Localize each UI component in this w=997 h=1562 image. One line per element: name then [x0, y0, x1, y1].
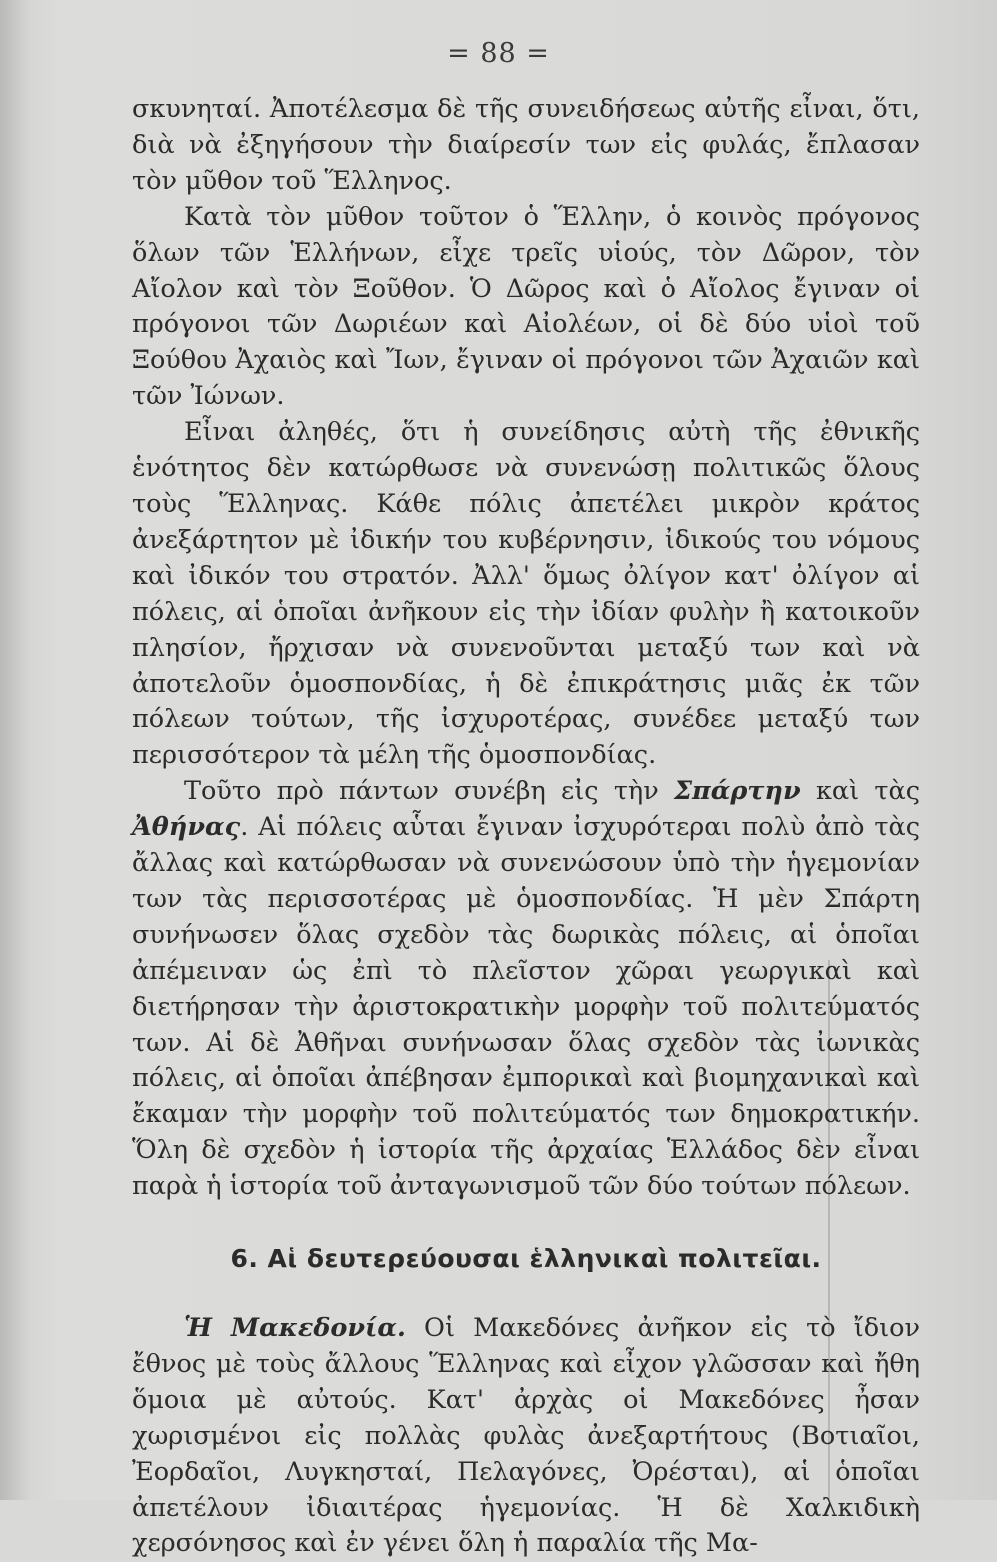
section-text: Οἱ Μακεδόνες ἀνῆκον εἰς τὸ ἴδιον ἔθνος μὲ τοὺς ἄλλους Ἕλληνας καὶ εἶχον γλῶσσαν καὶ ἤθη ὅμοια μὲ αὐτούς. Κατ' ἀρχὰς οἱ Μακεδόνες ἦσαν χωρισμένοι εἰς πολλὰς φυλὰς ἀνεξαρτήτους (Βοτιαῖοι, Ἐορδαῖοι, Λυγκησταί, Πελαγόνες, Ὀρέσται), αἱ ὁποῖαι ἀπετέλουν ἰδιαιτέρας ἡγεμονίας. Ἡ δὲ Χαλκιδικὴ χερσόνησος καὶ ἐν γένει ὅλη ἡ παραλία τῆς Μα-: [132, 1313, 920, 1559]
section-lead: Ἡ Μακεδονία.: [184, 1313, 406, 1343]
emphasis-sparti: Σπάρτην: [674, 776, 801, 807]
paragraph-2: Κατὰ τὸν μῦθον τοῦτον ὁ Ἕλλην, ὁ κοινὸς πρόγονος ὅλων τῶν Ἑλλήνων, εἶχε τρεῖς υἱούς, τὸν Δῶρον, τὸν Αἴολον καὶ τὸν Ξοῦθον. Ὁ Δῶρος καὶ ὁ Αἴολος ἔγιναν οἱ πρόγονοι τῶν Δωριέων καὶ Αἰολέων, οἱ δὲ δύο υἱοὶ τοῦ Ξούθου Ἀχαιὸς καὶ Ἴων, ἔγιναν οἱ πρόγονοι τῶν Ἀχαιῶν καὶ τῶν Ἰώνων.: [132, 201, 920, 412]
paragraph-macedonia: [132, 1311, 920, 1562]
page-number: = 88 =: [447, 38, 550, 69]
paragraph-4: [132, 774, 920, 1205]
paragraph-4-start: Τοῦτο πρὸ πάντων συνέβη εἰς τὴν: [184, 776, 674, 807]
paragraph-4-middle: καὶ τὰς: [800, 776, 920, 807]
paragraph-4-rest: . Αἱ πόλεις αὗται ἔγιναν ἰσχυρότεραι πολὺ ἀπὸ τὰς ἄλλας καὶ κατώρθωσαν νὰ συνενώσουν ὑπὸ τὴν ἡγεμονίαν των τὰς περισσοτέρας μὲ ὁμοσπονδίας. Ἡ μὲν Σπάρτη συνήνωσεν ὅλας σχεδὸν τὰς δωρικὰς πόλεις, αἱ ὁποῖαι ἀπέμειναν ὡς ἐπὶ τὸ πλεῖστον χῶραι γεωργικαὶ καὶ διετήρησαν τὴν ἀριστοκρατικὴν μορφὴν τοῦ πολιτεύματός των. Αἱ δὲ Ἀθῆναι συνήνωσαν ὅλας σχεδὸν τὰς ἰωνικὰς πόλεις, αἱ ὁποῖαι ἀπέβησαν ἐμπορικαὶ καὶ βιομηχανικαὶ καὶ ἔκαμαν τὴν μορφὴν τοῦ πολιτεύματός των δημοκρατικήν. Ὅλη δὲ σχεδὸν ἡ ἱστορία τῆς ἀρχαίας Ἑλλάδος δὲν εἶναι παρὰ ἡ ἱστορία τοῦ ἀνταγωνισμοῦ τῶν δύο τούτων πόλεων.: [132, 812, 920, 1202]
body-text: [132, 92, 920, 1562]
paragraph-1: σκυνηταί. Ἀποτέλεσμα δὲ τῆς συνειδήσεως αὐτῆς εἶναι, ὅτι, διὰ νὰ ἐξηγήσουν τὴν διαίρεσίν των εἰς φυλάς, ἔπλασαν τὸν μῦθον τοῦ Ἕλληνος.: [132, 94, 920, 196]
emphasis-athinai: Ἀθήνας: [132, 812, 241, 843]
paragraph-3: Εἶναι ἀληθές, ὅτι ἡ συνείδησις αὐτὴ τῆς ἐθνικῆς ἑνότητος δὲν κατώρθωσε νὰ συνενώσῃ πολιτικῶς ὅλους τοὺς Ἕλληνας. Κάθε πόλις ἀπετέλει μικρὸν κράτος ἀνεξάρτητον μὲ ἰδικήν του κυβέρνησιν, ἰδικούς του νόμους καὶ ἰδικόν του στρατόν. Ἀλλ' ὅμως ὀλίγον κατ' ὀλίγον αἱ πόλεις, αἱ ὁποῖαι ἀνῆκουν εἰς τὴν ἰδίαν φυλὴν ἢ κατοικοῦν πλησίον, ἤρχισαν νὰ συνενοῦνται μεταξύ των καὶ νὰ ἀποτελοῦν ὁμοσπονδίας, ἡ δὲ ἐπικράτησις μιᾶς ἐκ τῶν πόλεων τούτων, τῆς ἰσχυροτέρας, συνέδεε μεταξύ των περισσότερον τὰ μέλη τῆς ὁμοσπονδίας.: [132, 417, 920, 771]
section-heading: 6. Αἱ δευτερεύουσαι ἑλληνικαὶ πολιτεῖαι.: [230, 1244, 822, 1274]
